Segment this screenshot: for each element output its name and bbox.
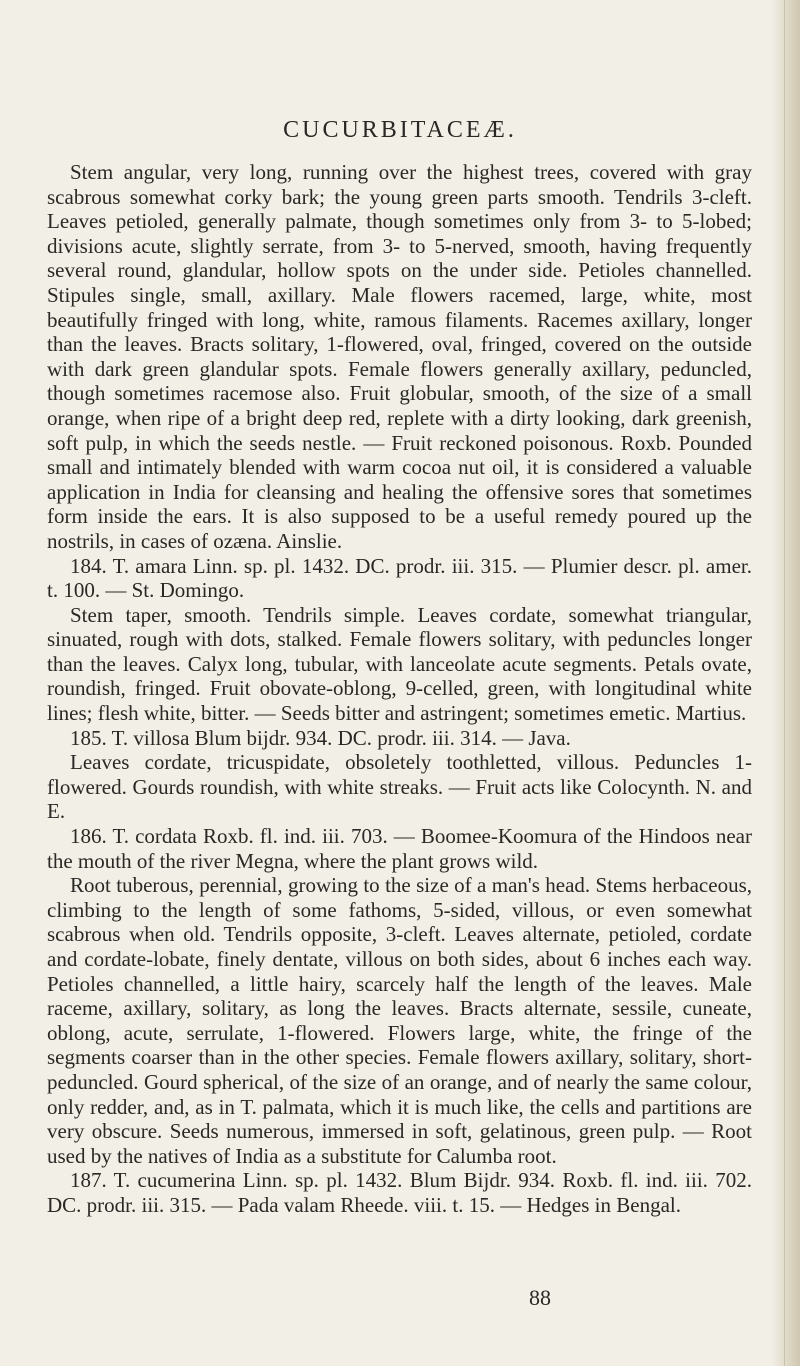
paragraph-description-villosa: Leaves cordate, tricuspidate, obsoletely toothletted, villous. Peduncles 1-flowered. Gourds roundish, with white streaks. — Fruit acts like Colocynth. N. and E. (47, 750, 752, 824)
species-entry-184: 184. T. amara Linn. sp. pl. 1432. DC. prodr. iii. 315. — Plumier descr. pl. amer. t. 100. — St. Domingo. (47, 553, 752, 603)
running-title: CUCURBITACEÆ. (283, 117, 517, 143)
page-edge-shadow (772, 0, 800, 1366)
page-text (47, 160, 752, 1218)
paragraph-description-cordata: Root tuberous, perennial, growing to the size of a man's head. Stems herbaceous, climbing to the length of some fathoms, 5-sided, villous, or even somewhat scabrous when old. Tendrils opposite, 3-cleft. Leaves alternate, petioled, cordate and cordate-lobate, finely dentate, villous on both sides, about 6 inches each way. Petioles channelled, a little hairy, scarcely half the length of the leaves. Male raceme, axillary, solitary, as long the leaves. Bracts alternate, sessile, cuneate, oblong, acute, serrulate, 1-flowered. Flowers large, white, the fringe of the segments coarser than in the other species. Female flowers axillary, solitary, short-peduncled. Gourd spherical, of the size of an orange, and of nearly the same colour, only redder, and, as in T. palmata, which it is much like, the cells and partitions are very obscure. Seeds numerous, immersed in soft, gelatinous, green pulp. — Root used by the natives of India as a substitute for Calumba root. (47, 873, 752, 1168)
paragraph-description-palmata: Stem angular, very long, running over the highest trees, covered with gray scabrous somewhat corky bark; the young green parts smooth. Tendrils 3-cleft. Leaves petioled, generally palmate, though sometimes only from 3- to 5-lobed; divisions acute, slightly serrate, from 3- to 5-nerved, smooth, having frequently several round, glandular, hollow spots on the under side. Petioles channelled. Stipules single, small, axillary. Male flowers racemed, large, white, most beautifully fringed with long, white, ramous filaments. Racemes axillary, longer than the leaves. Bracts solitary, 1-flowered, oval, fringed, covered on the outside with dark green glandular spots. Female flowers generally axillary, peduncled, though sometimes racemose also. Fruit globular, smooth, of the size of a small orange, when ripe of a bright deep red, replete with a dirty looking, dark greenish, soft pulp, in which the seeds nestle. — Fruit reckoned poisonous. Roxb. Pounded small and intimately blended with warm cocoa nut oil, it is considered a valuable application in India for cleansing and healing the offensive sores that sometimes form inside the ears. It is also supposed to be a useful remedy poured up the nostrils, in cases of ozæna. Ainslie. (47, 160, 752, 553)
species-entry-187: 187. T. cucumerina Linn. sp. pl. 1432. Blum Bijdr. 934. Roxb. fl. ind. iii. 702. DC. prodr. iii. 315. — Pada valam Rheede. viii. t. 15. — Hedges in Bengal. (47, 1168, 752, 1217)
species-entry-185: 185. T. villosa Blum bijdr. 934. DC. prodr. iii. 314. — Java. (70, 725, 571, 750)
paragraph-description-amara: Stem taper, smooth. Tendrils simple. Leaves cordate, somewhat triangular, sinuated, rough with dots, stalked. Female flowers solitary, with peduncles longer than the leaves. Calyx long, tubular, with lanceolate acute segments. Petals ovate, roundish, fringed. Fruit obovate-oblong, 9-celled, green, with longitudinal white lines; flesh white, bitter. — Seeds bitter and astringent; sometimes emetic. Martius. (47, 602, 752, 726)
page-number: 88 (529, 1285, 551, 1310)
species-entry-186: 186. T. cordata Roxb. fl. ind. iii. 703. — Boomee-Koomura of the Hindoos near the mouth of the river Megna, where the plant grows wild. (47, 824, 752, 873)
